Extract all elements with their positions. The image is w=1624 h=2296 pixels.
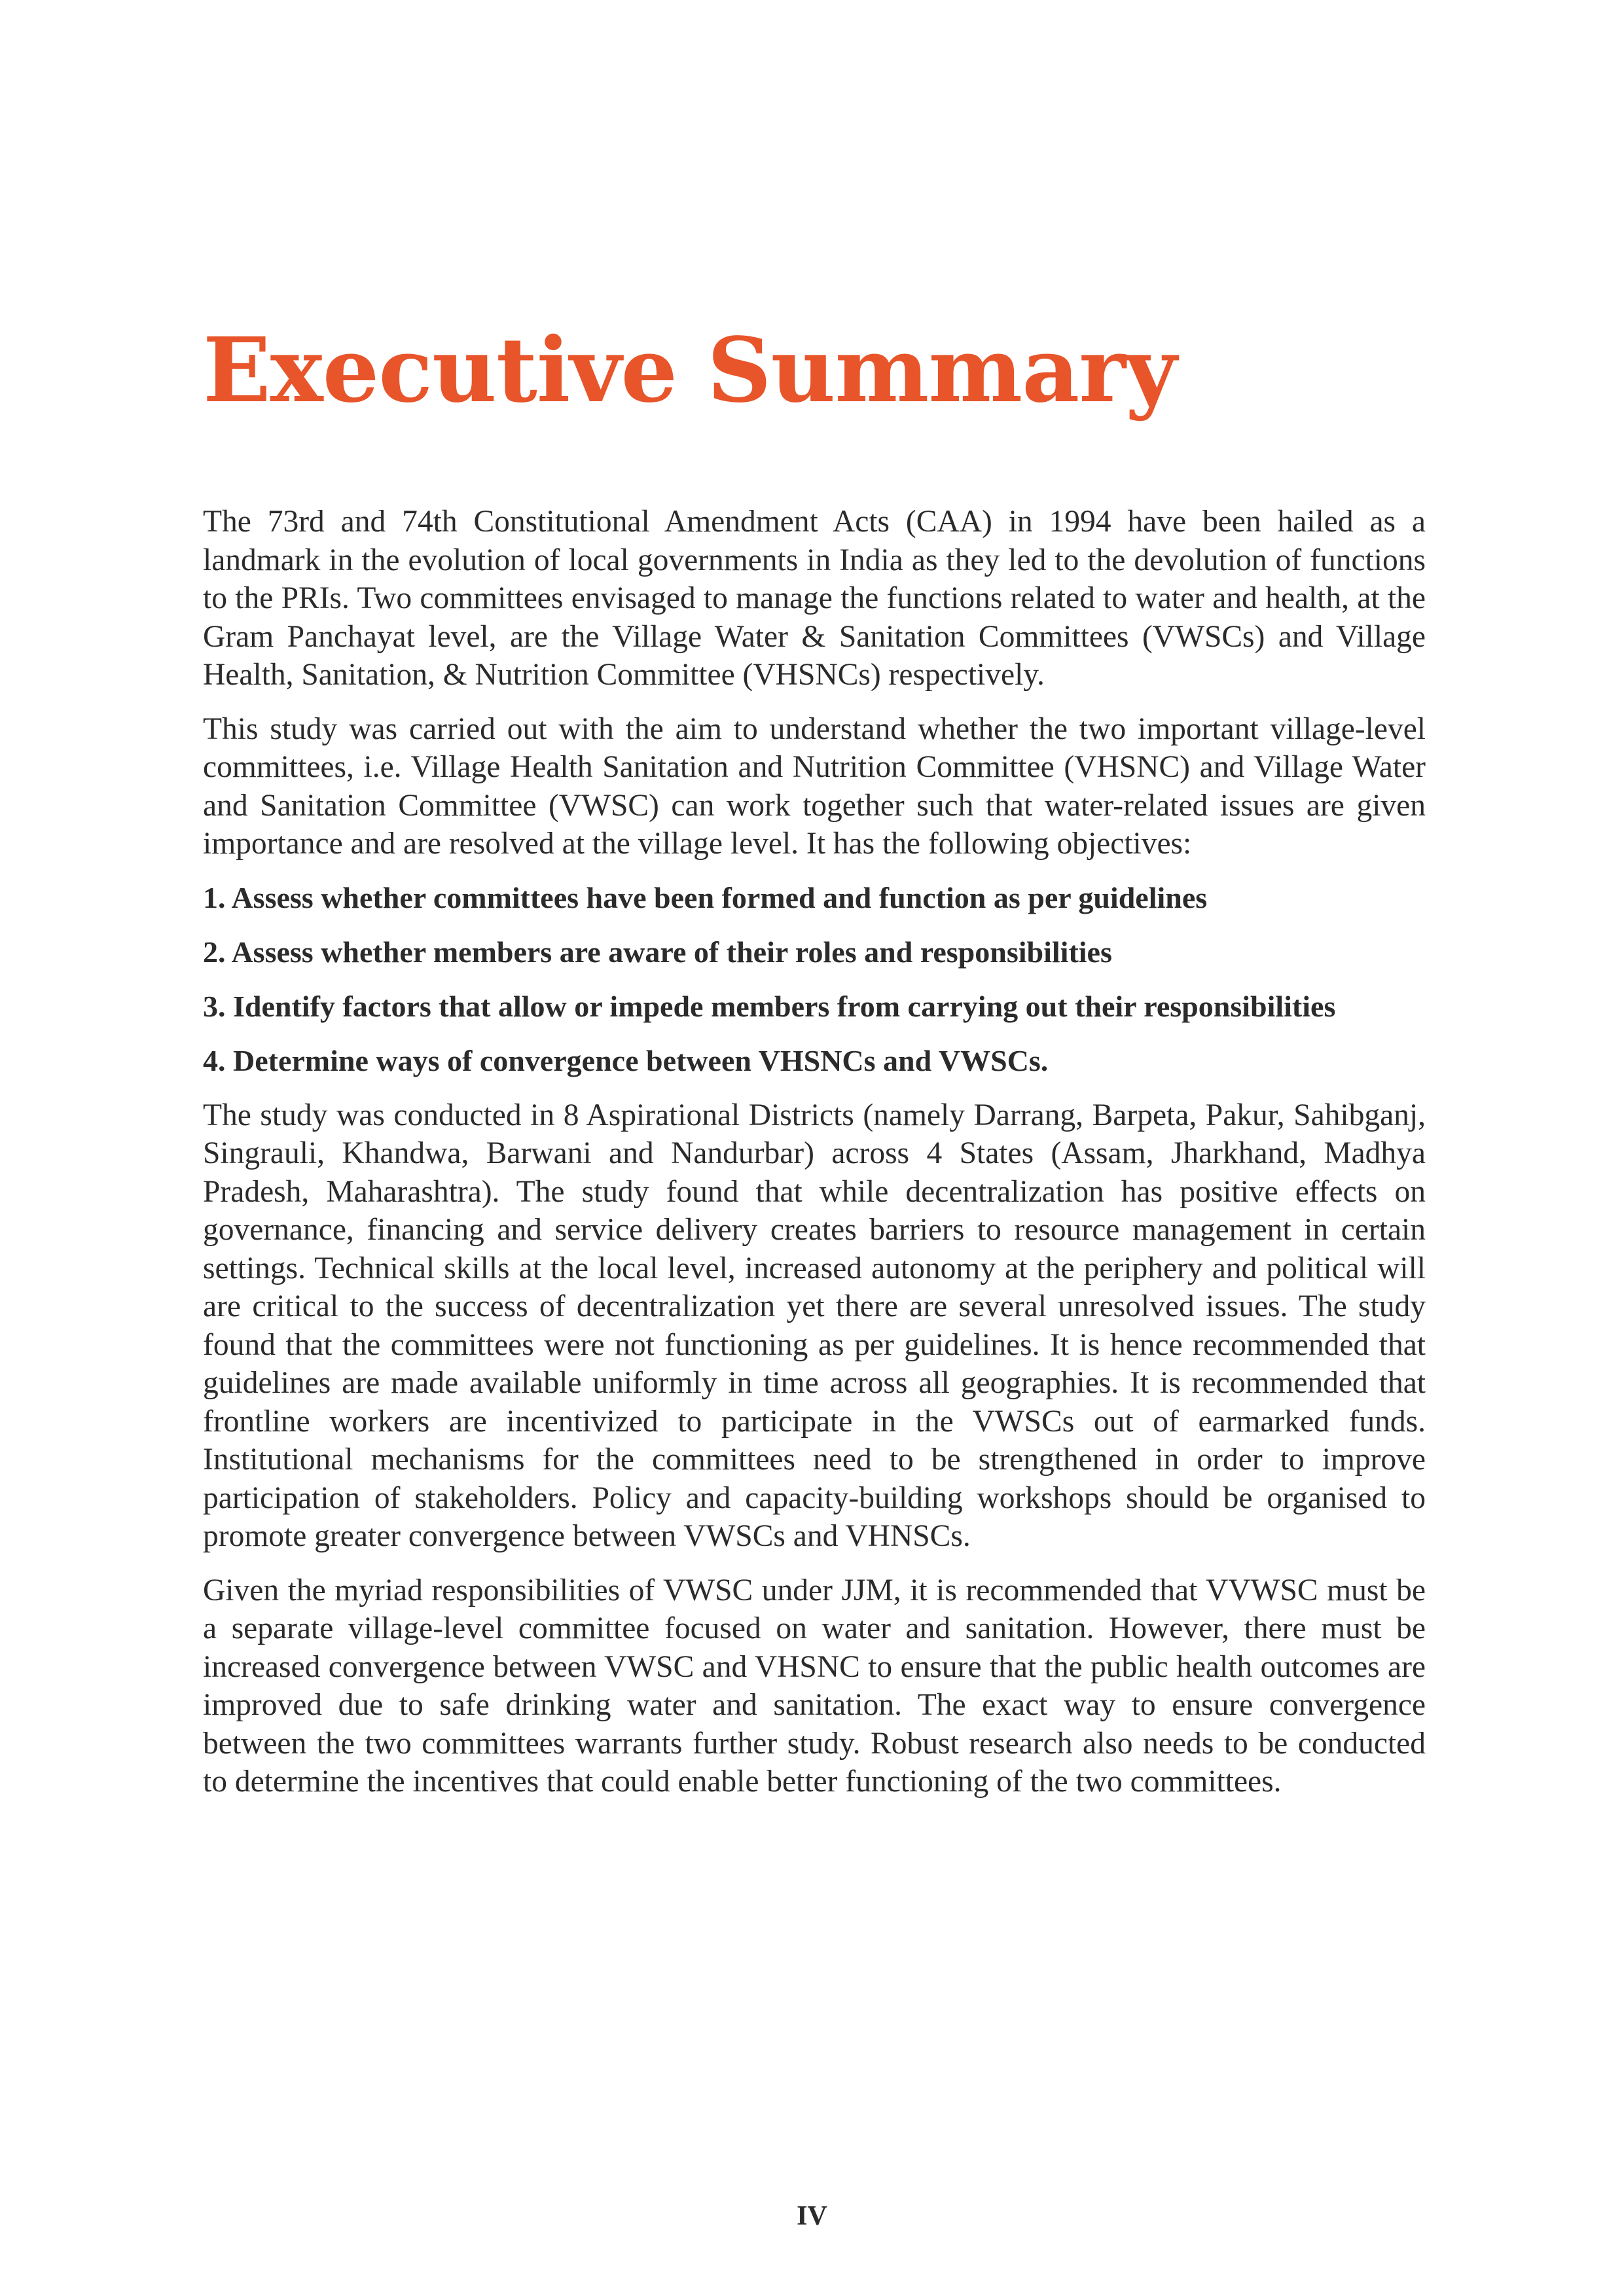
objective-item: 2. Assess whether members are aware of their roles and responsibilities [203,935,1112,969]
page-title: Executive Summary [203,318,1177,423]
page-number: IV [797,2201,827,2231]
objectives-list [203,879,1426,1080]
findings-paragraph: The study was conducted in 8 Aspirational Districts (namely Darrang, Barpeta, Pakur, Sahibganj, Singrauli, Khandwa, Barwani and Nandurbar) across 4 States (Assam, Jharkhand, Madhya Pradesh, Maharashtra). The study found that while decentralization has positive effects on governance, financing and service delivery creates barriers to resource management in certain settings. Technical skills at the local level, increased autonomy at the periphery and political will are critical to the success of decentralization yet there are several unresolved issues. The study found that the committees were not functioning as per guidelines. It is hence recommended that guidelines are made available uniformly in time across all geographies. It is recommended that frontline workers are incentivized to participate in the VWSCs out of earmarked funds. Institutional mechanisms for the committees need to be strengthened in order to improve participation of stakeholders. Policy and capacity-building workshops should be organised to promote greater convergence between VWSCs and VHNSCs. [203,1098,1426,1553]
objective-item: 3. Identify factors that allow or impede members from carrying out their responsibilities [203,989,1336,1023]
intro-paragraph: The 73rd and 74th Constitutional Amendment Acts (CAA) in 1994 have been hailed as a landmark in the evolution of local governments in India as they led to the devolution of functions to the PRIs. Two committees envisaged to manage the functions related to water and health, at the Gram Panchayat level, are the Village Water & Sanitation Committees (VWSCs) and Village Health, Sanitation, & Nutrition Committee (VHSNCs) respectively. [203,505,1426,692]
objective-item: 1. Assess whether committees have been formed and function as per guidelines [203,880,1208,914]
study-aim-paragraph: This study was carried out with the aim to understand whether the two important village-level committees, i.e. Village Health Sanitation and Nutrition Committee (VHSNC) and Village Water and Sanitation Committee (VWSC) can work together such that water-related issues are given importance and are resolved at the village level. It has the following objectives: [203,711,1426,861]
summary-body [203,503,1426,1817]
recommendations-paragraph: Given the myriad responsibilities of VWSC under JJM, it is recommended that VVWSC must be a separate village-level committee focused on water and sanitation. However, there must be increased convergence between VWSC and VHSNC to ensure that the public health outcomes are improved due to safe drinking water and sanitation. The exact way to ensure convergence between the two committees warrants further study. Robust research also needs to be conducted to determine the incentives that could enable better functioning of the two committees. [203,1573,1426,1799]
objective-item: 4. Determine ways of convergence between VHSNCs and VWSCs. [203,1043,1049,1077]
